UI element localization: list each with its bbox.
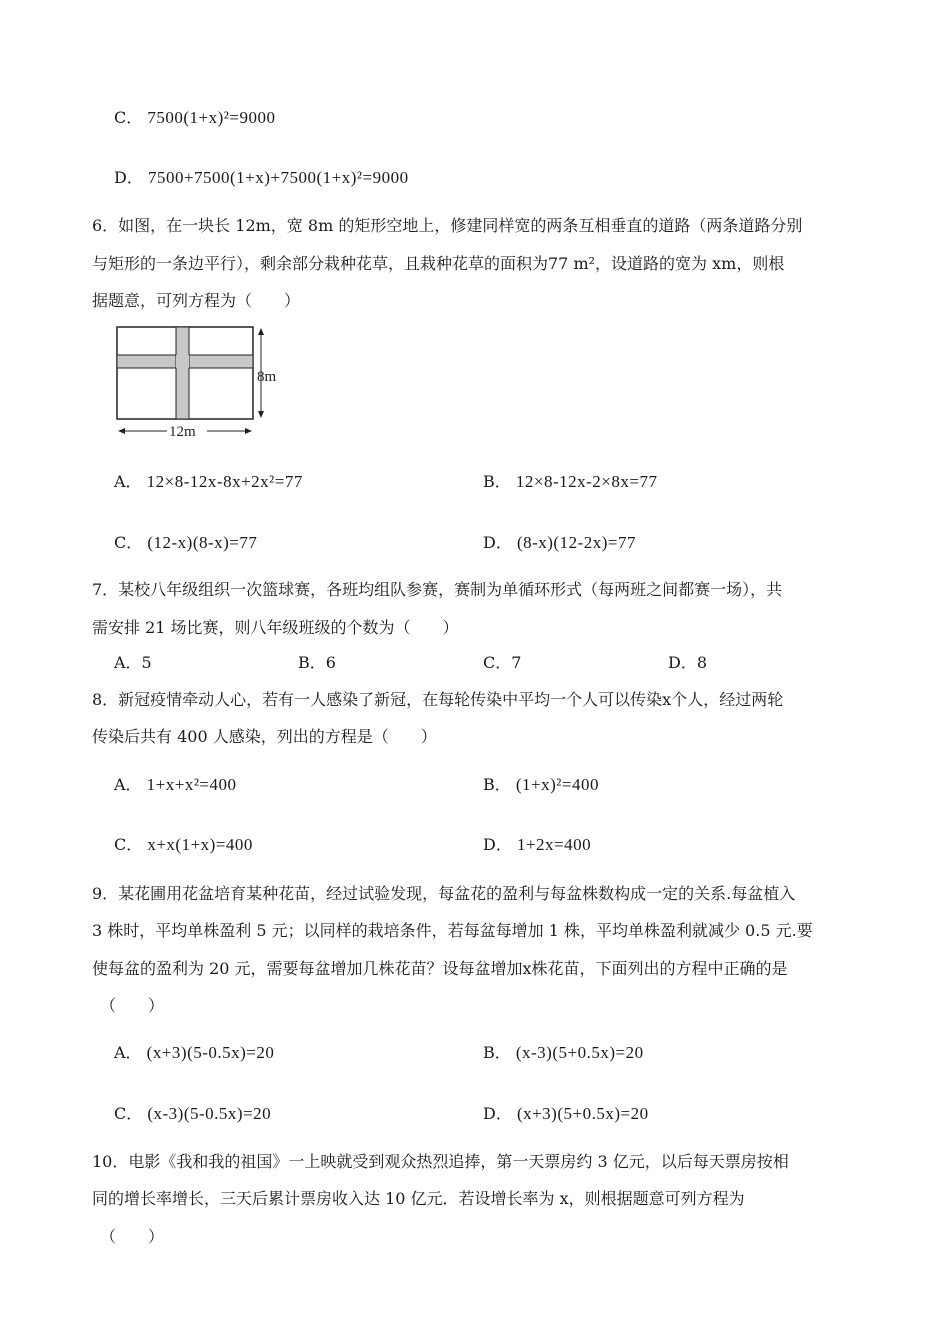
option-label: B． (483, 775, 511, 794)
q9-option-b[interactable] (483, 1041, 644, 1065)
q5-option-d[interactable] (114, 166, 409, 190)
q10-stem-line-1: 10．电影《我和我的祖国》一上映就受到观众热烈追捧，第一天票房约 3 亿元，以后每天票房按相 (92, 1152, 789, 1171)
q9-option-c[interactable] (114, 1102, 271, 1126)
option-label: C． (114, 108, 143, 127)
option-expression: (x-3)(5+0.5x)=20 (515, 1043, 644, 1062)
option-expression: (12-x)(8-x)=77 (147, 533, 258, 552)
option-label: D． (114, 168, 143, 187)
q9-stem-line-1: 9．某花圃用花盆培育某种花苗，经过试验发现，每盆花的盈利与每盆株数构成一定的关系.每盆植入 (92, 884, 796, 903)
option-expression: (1+x)²=400 (515, 775, 599, 794)
q5-option-c[interactable] (114, 106, 275, 130)
q8-stem-line-2: 传染后共有 400 人感染，列出的方程是（ ） (92, 727, 437, 746)
option-label: B． (483, 472, 511, 491)
q6-stem-line-2: 与矩形的一条边平行），剩余部分栽种花草，且栽种花草的面积为77 m²，设道路的宽为 xm，则根 (92, 254, 785, 273)
q9-stem-line-2: 3 株时，平均单株盈利 5 元；以同样的栽培条件，若每盆每增加 1 株，平均单株盈利就减少 0.5 元.要 (92, 921, 813, 940)
q8-option-c[interactable] (114, 833, 253, 857)
height-label: 8m (257, 369, 277, 385)
q7-stem-line-2: 需安排 21 场比赛，则八年级班级的个数为（ ） (92, 618, 459, 637)
q9-option-a[interactable] (114, 1041, 274, 1065)
option-expression: (8-x)(12-2x)=77 (516, 533, 636, 552)
option-expression: 1+2x=400 (516, 835, 592, 854)
option-label: C． (114, 835, 143, 854)
q7-option-c[interactable]: C．7 (483, 653, 522, 672)
q7-option-a[interactable]: A．5 (114, 653, 152, 672)
option-label: C． (114, 533, 143, 552)
q8-option-a[interactable] (114, 773, 237, 797)
option-label: D． (483, 533, 512, 552)
option-expression: 12×8-12x-8x+2x²=77 (146, 472, 303, 491)
q8-option-d[interactable] (483, 833, 591, 857)
q8-option-b[interactable] (483, 773, 599, 797)
vertical-road (176, 327, 189, 419)
q10-stem-line-3: （ ） (100, 1227, 165, 1246)
q7-option-b[interactable]: B．6 (298, 653, 336, 672)
q6-option-d[interactable] (483, 531, 636, 555)
q9-stem-line-4: （ ） (100, 996, 165, 1015)
option-expression: (x-3)(5-0.5x)=20 (147, 1104, 272, 1123)
option-expression: 7500(1+x)²=9000 (147, 108, 276, 127)
option-label: C． (114, 1104, 143, 1123)
q6-stem-line-3: 据题意，可列方程为（ ） (92, 291, 301, 310)
rectangle-road-figure (115, 325, 315, 440)
option-expression: 1+x+x²=400 (146, 775, 237, 794)
option-label: B． (483, 1043, 511, 1062)
q7-stem-line-1: 7．某校八年级组织一次篮球赛，各班均组队参赛，赛制为单循环形式（每两班之间都赛一场），共 (92, 580, 783, 599)
option-expression: 7500+7500(1+x)+7500(1+x)²=9000 (147, 168, 409, 187)
q10-stem-line-2: 同的增长率增长，三天后累计票房收入达 10 亿元．若设增长率为 x，则根据题意可列方程为 (92, 1189, 745, 1208)
q6-option-b[interactable] (483, 470, 657, 494)
q7-option-d[interactable]: D．8 (668, 653, 708, 672)
q9-option-d[interactable] (483, 1102, 649, 1126)
option-label: D． (483, 835, 512, 854)
option-expression: (x+3)(5+0.5x)=20 (516, 1104, 649, 1123)
option-expression: 12×8-12x-2×8x=77 (515, 472, 658, 491)
option-label: D． (483, 1104, 512, 1123)
width-label: 12m (169, 424, 196, 440)
option-expression: (x+3)(5-0.5x)=20 (146, 1043, 275, 1062)
q6-stem-line-1: 6．如图，在一块长 12m，宽 8m 的矩形空地上，修建同样宽的两条互相垂直的道路（两条道路分别 (92, 216, 803, 235)
q6-option-a[interactable] (114, 470, 303, 494)
option-label: A． (114, 472, 142, 491)
option-label: A． (114, 1043, 142, 1062)
q8-stem-line-1: 8．新冠疫情牵动人心，若有一人感染了新冠，在每轮传染中平均一个人可以传染x个人，经过两轮 (92, 690, 784, 709)
option-expression: x+x(1+x)=400 (147, 835, 253, 854)
q6-option-c[interactable] (114, 531, 257, 555)
q9-stem-line-3: 使每盆的盈利为 20 元，需要每盆增加几株花苗？设每盆增加x株花苗，下面列出的方程中正确的是 (92, 959, 788, 978)
option-label: A． (114, 775, 142, 794)
